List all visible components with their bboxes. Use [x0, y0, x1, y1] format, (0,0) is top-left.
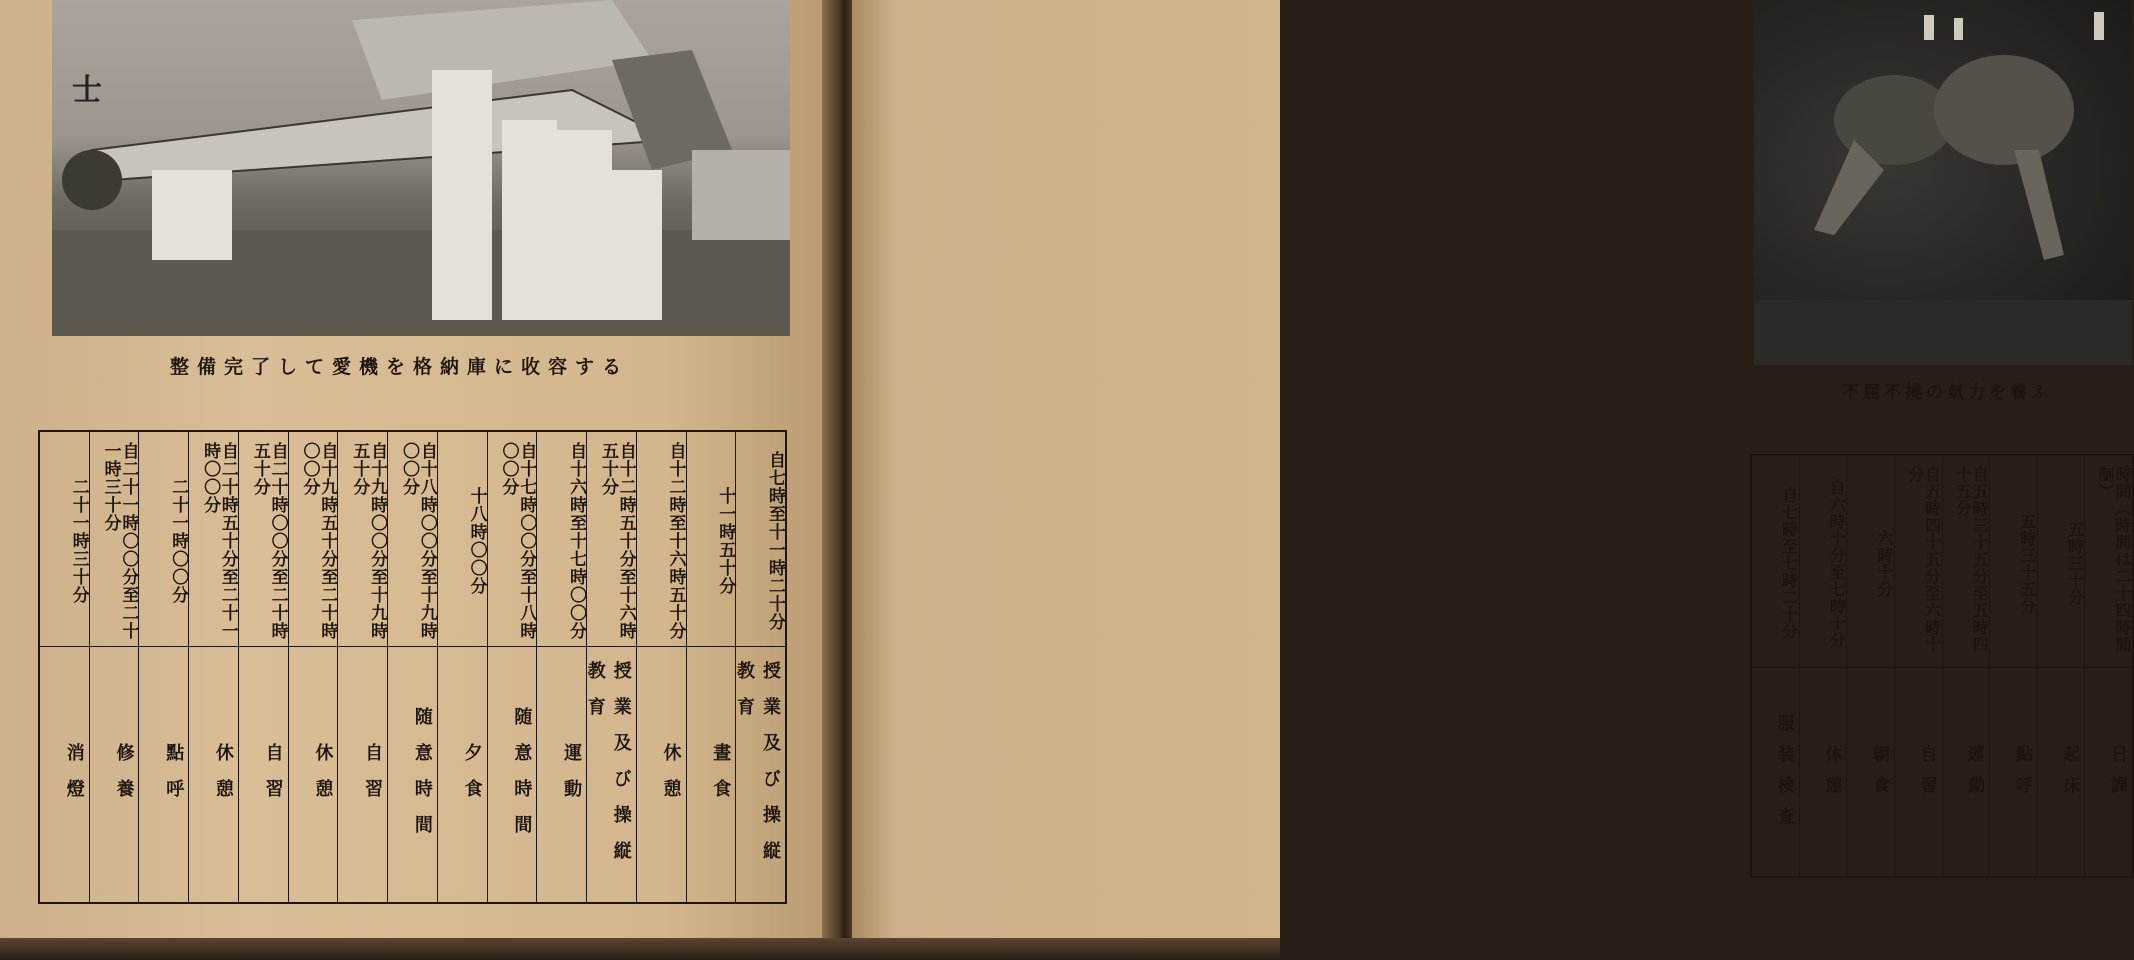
- schedule-time: 二十一時〇〇分: [139, 432, 188, 647]
- schedule-activity: 起床: [2059, 745, 2080, 807]
- schedule-activity: 休憩: [212, 742, 234, 815]
- schedule-activity: 自習: [262, 742, 284, 815]
- schedule-time: 十一時五十分: [687, 432, 736, 647]
- schedule-time: 自十九時〇〇分至十九時五十分: [338, 432, 387, 647]
- schedule-activity: 朝食: [1868, 745, 1889, 807]
- schedule-row: [636, 432, 686, 902]
- schedule-activity: 夕食: [461, 742, 483, 815]
- activity-header: 日課: [2107, 745, 2127, 807]
- schedule-row: [1989, 456, 2037, 876]
- schedule-time: 自十九時五十分至二十時〇〇分: [289, 432, 338, 647]
- schedule-time: 自十六時至十七時〇〇分: [537, 432, 586, 647]
- daily-schedule-table-right: [1750, 454, 2134, 878]
- schedule-row: [238, 432, 288, 902]
- plane-emblem: 士: [72, 73, 102, 108]
- time-header: 時間（時間は二十四時間制）: [2085, 456, 2132, 668]
- schedule-activity: 休憩: [312, 742, 334, 815]
- schedule-time: 自十七時〇〇分至十八時〇〇分: [488, 432, 537, 647]
- schedule-time: 自十二時五十分至十六時五十分: [587, 432, 636, 647]
- schedule-row: [686, 432, 736, 902]
- schedule-activity: 運動: [1964, 745, 1985, 807]
- photo-caption-left: 整備完了して愛機を格納庫に收容する: [170, 356, 630, 378]
- schedule-time: 自七時至七時二十分: [1752, 456, 1799, 668]
- schedule-activity: 自習: [362, 742, 384, 815]
- schedule-header-column: [2084, 456, 2132, 876]
- schedule-activity: 休憩: [660, 742, 682, 815]
- right-page: [852, 0, 2132, 960]
- schedule-row: [138, 432, 188, 902]
- schedule-time: 五時三十分: [2038, 456, 2085, 668]
- daily-schedule-table-left: [38, 430, 787, 904]
- schedule-row: [288, 432, 338, 902]
- schedule-activity: 運動: [561, 742, 583, 815]
- schedule-row: [337, 432, 387, 902]
- aircraft-photo-drawing: [52, 0, 790, 336]
- wrestling-photo-drawing: [1754, 0, 2132, 365]
- schedule-time: 十八時〇〇分: [438, 432, 487, 647]
- schedule-time: 自十二時至十六時五十分: [637, 432, 686, 647]
- schedule-row: [487, 432, 537, 902]
- schedule-activity: 修養: [113, 742, 135, 815]
- schedule-time: 五時三十五分: [1990, 456, 2037, 668]
- schedule-row: [437, 432, 487, 902]
- schedule-row: [40, 432, 89, 902]
- schedule-row: [735, 432, 785, 902]
- schedule-time: 自五時四十五分至六時十分: [1895, 456, 1942, 668]
- schedule-row: [387, 432, 437, 902]
- photo-caption-right: 不屈不撓の氣力を養ふ: [1842, 383, 2052, 403]
- schedule-time: 自二十時〇〇分至二十時五十分: [239, 432, 288, 647]
- schedule-row: [1799, 456, 1847, 876]
- schedule-row: [1942, 456, 1990, 876]
- schedule-time: 自七時至十一時二十分: [736, 432, 785, 647]
- left-page: [0, 0, 832, 960]
- schedule-time: 自十八時〇〇分至十九時〇〇分: [388, 432, 437, 647]
- schedule-time: 自五時三十五分至五時四十五分: [1943, 456, 1990, 668]
- aircraft-ground-crew-photo: [52, 0, 790, 336]
- schedule-activity: 晝食: [710, 742, 732, 815]
- schedule-activity: 随意時間: [411, 706, 433, 851]
- schedule-time: 二十一時三十分: [40, 432, 89, 647]
- schedule-activity: 授業及び操縦教育: [734, 661, 781, 877]
- wrestling-photo: [1754, 0, 2132, 365]
- schedule-activity: 随意時間: [511, 706, 533, 851]
- schedule-activity: 點呼: [2011, 745, 2032, 807]
- schedule-row: [536, 432, 586, 902]
- schedule-row: [1846, 456, 1894, 876]
- schedule-time: 自二十時五十分至二十一時〇〇分: [189, 432, 238, 647]
- schedule-row: [1894, 456, 1942, 876]
- schedule-activity: 點呼: [163, 742, 185, 815]
- schedule-row: [1752, 456, 1799, 876]
- schedule-activity: 自習: [1916, 745, 1937, 807]
- schedule-time: 自六時十分至七時十分: [1800, 456, 1847, 668]
- schedule-row: [89, 432, 139, 902]
- schedule-activity: 休憩: [1821, 745, 1842, 807]
- schedule-time: 自二十一時〇〇分至二十一時三十分: [90, 432, 139, 647]
- schedule-row: [586, 432, 636, 902]
- schedule-row: [2037, 456, 2085, 876]
- schedule-activity: 服装検査: [1773, 714, 1794, 838]
- schedule-activity: 消燈: [63, 742, 85, 815]
- schedule-time: 六時十分: [1847, 456, 1894, 668]
- schedule-activity: 授業及び操縦教育: [584, 661, 632, 877]
- schedule-row: [188, 432, 238, 902]
- book-bottom-edge: [0, 938, 1280, 960]
